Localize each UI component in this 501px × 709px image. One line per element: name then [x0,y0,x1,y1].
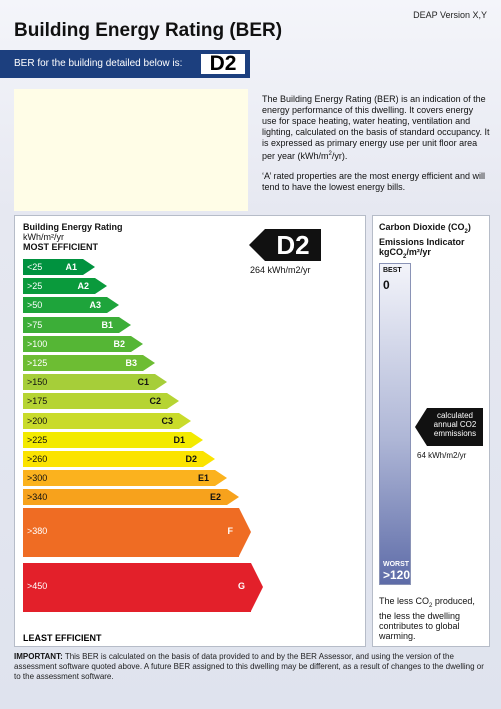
co2-marker [415,408,483,446]
rating-banner [0,50,250,78]
page-title: Building Energy Rating (BER) [14,20,283,41]
rating-band-c2 [23,393,167,409]
important-notice [14,652,484,682]
band-range: >125 [27,358,48,368]
rating-marker [249,229,321,261]
band-arrow-tip [179,413,191,429]
co2-unit [379,247,489,262]
band-label: E2 [209,492,221,503]
band-range: >450 [27,581,48,592]
important-text: This BER is calculated on the basis of data provided to and by the BER Assessor, and using the version of the assessment software quoted above. A future BER assigned to this dwelling may be different, as a result of changes to the dwelling or to the assessment software. [14,652,484,681]
co2-title-text: Carbon Dioxide (CO [379,222,465,232]
co2-worst-value: >120 [383,568,411,582]
rating-band-e1 [23,470,215,486]
intro-p1-part2: /yr). [331,151,348,161]
band-range: >380 [27,526,48,537]
important-label: IMPORTANT: [14,652,63,661]
co2-note-sub: 2 [429,602,433,609]
rating-band-c3 [23,413,179,429]
band-range: >300 [27,473,48,484]
band-arrow-tip [155,374,167,390]
band-label: D2 [185,454,197,464]
rating-band-c1 [23,374,155,390]
band-arrow-tip [107,297,119,313]
band-label: A1 [65,262,77,272]
band-label: B3 [125,358,137,368]
co2-title-sub: 2 [464,228,468,235]
band-arrow-tip [119,317,131,333]
band-label: B2 [113,338,125,349]
band-arrow-tip [83,259,95,275]
band-label: G [237,581,245,592]
co2-title-end: ) [467,222,471,232]
co2-title [379,222,489,262]
intro-paragraph-1 [262,94,490,162]
band-label: B1 [101,319,113,330]
rating-band-a3 [23,297,107,313]
rating-band-e2 [23,489,227,505]
band-range: >75 [27,319,43,330]
co2-best-label: BEST [383,267,402,274]
co2-note-pre: The less CO [379,596,430,606]
rating-marker-arrow [249,229,265,261]
rating-band-b1 [23,317,119,333]
band-arrow-tip [227,489,239,505]
co2-best-value: 0 [383,278,390,292]
energy-rating-panel [14,215,366,647]
co2-marker-value: 64 kWh/m2/yr [417,451,467,460]
rating-band-d1 [23,432,191,448]
band-range: >25 [27,281,43,292]
rating-band-b3 [23,355,143,371]
rating-band-a1 [23,259,83,275]
intro-paragraph-2: ‘A’ rated properties are the most energy efficient and will tend to have the lowest energy bills. [262,171,485,192]
band-label: C3 [161,415,173,426]
rating-band-g [23,563,251,612]
band-range: >225 [27,434,48,445]
co2-marker-label: calculated annual CO2 emmissions [427,408,483,446]
banner-rating-box: D2 [199,52,247,76]
rating-band-b2 [23,336,131,352]
band-arrow-tip [239,508,251,556]
band-range: >260 [27,454,48,464]
band-range: >340 [27,492,48,503]
band-arrow-tip [251,563,263,611]
band-arrow-tip [203,451,215,467]
intro-p1-sup: 2 [328,151,332,157]
scale-title [23,222,123,252]
co2-marker-arrow [415,408,427,446]
co2-note-post: produced, the less the dwelling contributes to global warming. [379,596,475,641]
co2-title-line1 [379,222,489,237]
intro-text [262,94,490,202]
co2-scale-bar [379,263,411,585]
intro-p1-part1: The Building Energy Rating (BER) is an indication of the energy performance of this dwelling. It covers energy use for space heating, water heating, ventilation and lighting, calculated on the basis of standard occupancy. It is expressed as primary energy use per unit floor area per year (kWh/m [262,94,490,161]
band-label: A2 [77,281,89,292]
band-range: >50 [27,300,43,311]
scale-title-text: Building Energy Rating [23,222,123,232]
address-box [14,89,248,211]
band-arrow-tip [215,470,227,486]
least-efficient-label: LEAST EFFICIENT [23,633,102,643]
rating-marker-label: D2 [265,229,321,261]
band-arrow-tip [131,336,143,352]
co2-unit-pre: kgCO [379,246,404,257]
band-label: E1 [197,473,209,484]
co2-panel [372,215,490,647]
co2-worst-label: WORST [383,561,410,568]
rating-band-a2 [23,278,95,294]
band-range: <25 [27,262,43,272]
co2-title-line2: Emissions Indicator [379,236,465,247]
most-efficient-label: MOST EFFICIENT [23,242,98,252]
band-arrow-tip [167,393,179,409]
band-label: A3 [89,300,101,311]
rating-marker-value: 264 kWh/m2/yr [250,265,311,275]
band-range: >150 [27,377,48,388]
band-range: >100 [27,338,48,349]
band-label: C1 [137,377,149,388]
co2-unit-sub: 2 [403,253,407,260]
band-arrow-tip [143,355,155,371]
software-version: DEAP Version X,Y [413,10,487,20]
band-label: D1 [173,434,185,445]
band-arrow-tip [191,432,203,448]
band-label: C2 [149,396,161,407]
rating-band-d2 [23,451,203,467]
banner-text: BER for the building detailed below is: [14,58,183,69]
band-range: >175 [27,396,48,407]
co2-unit-post: /m²/yr [406,246,431,257]
co2-note [379,596,485,641]
rating-band-f [23,508,239,557]
band-arrow-tip [95,278,107,294]
scale-unit: kWh/m²/yr [23,232,64,242]
band-label: F [227,526,233,537]
band-range: >200 [27,415,48,426]
